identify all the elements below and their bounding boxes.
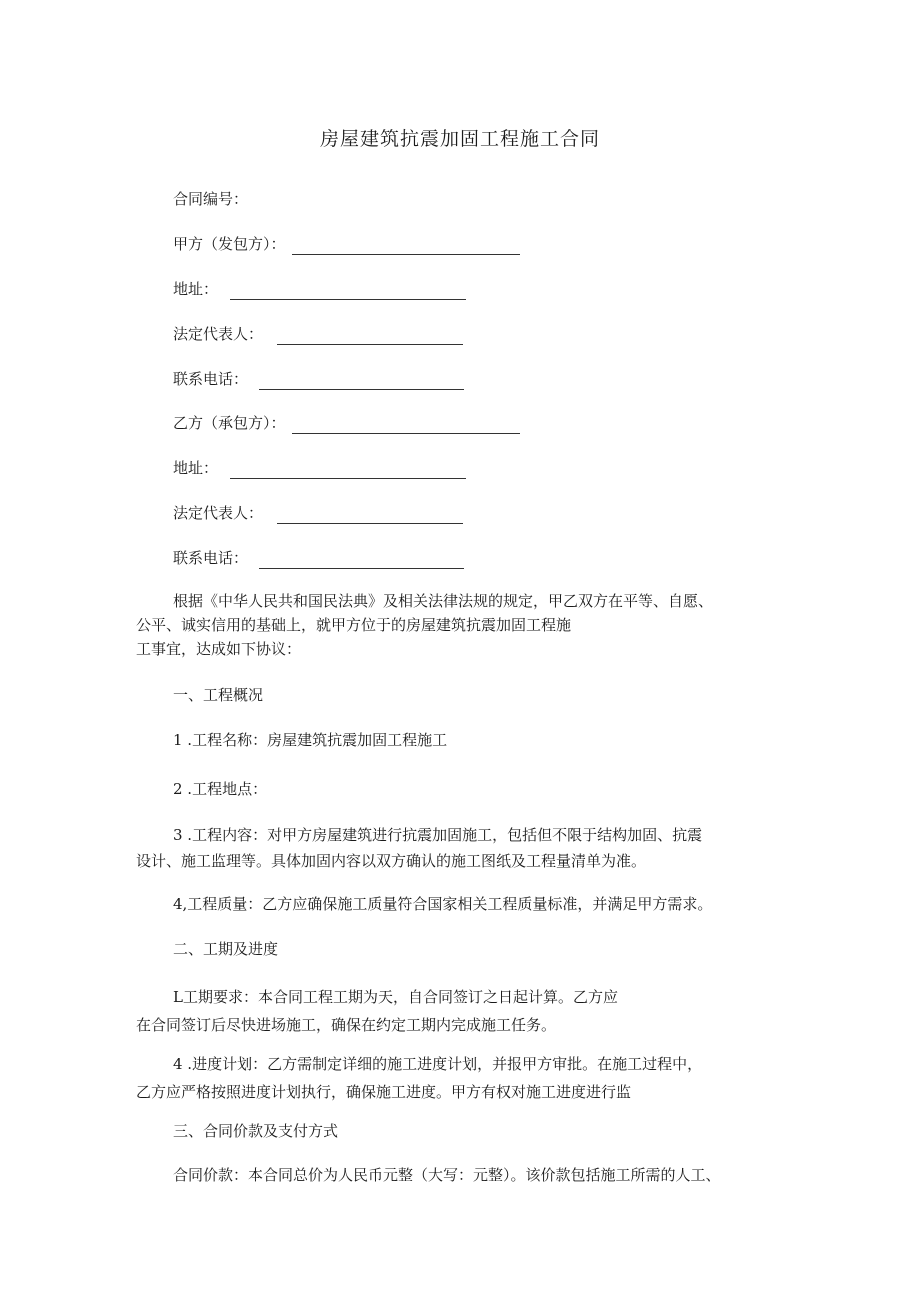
section-1-item-4: 4,工程质量：乙方应确保施工质量符合国家相关工程质量标准，并满足甲方需求。 (173, 895, 713, 913)
party-b-rep-field (173, 502, 463, 524)
paragraph-line: 乙方应严格按照进度计划执行，确保施工进度。甲方有权对施工进度进行监 (136, 1083, 632, 1101)
party-a-blank (292, 238, 520, 255)
party-a-address-blank (230, 283, 466, 300)
party-a-phone-label: 联系电话： (173, 370, 249, 388)
party-b-address-field (173, 457, 466, 479)
party-a-rep-label: 法定代表人： (173, 325, 264, 343)
paragraph-line: L工期要求：本合同工程工期为天，自合同签订之日起计算。乙方应 (173, 988, 618, 1006)
party-b-label: 乙方（承包方）： (173, 414, 286, 432)
section-1-heading: 一、工程概况 (173, 686, 264, 704)
section-3-heading: 三、合同价款及支付方式 (173, 1122, 339, 1140)
party-a-rep-field (173, 323, 463, 345)
party-a-phone-blank (259, 373, 464, 390)
section-2-item-1 (136, 983, 618, 1039)
party-a-label: 甲方（发包方）： (173, 235, 286, 253)
party-b-field (173, 412, 520, 434)
party-b-blank (292, 417, 520, 434)
section-1-item-1: 1 .工程名称：房屋建筑抗震加固工程施工 (173, 731, 448, 749)
intro-line: 根据《中华人民共和国民法典》及相关法律法规的规定，甲乙双方在平等、自愿、 (173, 592, 714, 610)
intro-paragraph (136, 589, 713, 661)
paragraph-line: 4 .进度计划：乙方需制定详细的施工进度计划，并报甲方审批。在施工过程中， (173, 1055, 703, 1073)
contract-number-label: 合同编号： (173, 190, 249, 208)
section-2-heading: 二、工期及进度 (173, 940, 279, 958)
paragraph-line: 在合同签订后尽快进场施工，确保在约定工期内完成施工任务。 (136, 1016, 557, 1034)
document-title: 房屋建筑抗震加固工程施工合同 (319, 128, 600, 150)
section-3-item-1: 合同价款：本合同总价为人民币元整（大写：元整）。该价款包括施工所需的人工、 (173, 1166, 721, 1184)
paragraph-line: 设计、施工监理等。具体加固内容以双方确认的施工图纸及工程量清单为准。 (136, 852, 647, 870)
party-b-rep-label: 法定代表人： (173, 504, 264, 522)
party-a-address-label: 地址： (173, 280, 219, 298)
section-1-item-3 (136, 822, 702, 874)
intro-line: 工事宜，达成如下协议： (136, 640, 302, 658)
party-a-rep-blank (277, 328, 463, 345)
party-b-phone-field (173, 547, 464, 569)
party-b-address-label: 地址： (173, 459, 219, 477)
party-b-phone-blank (259, 552, 464, 569)
party-a-address-field (173, 278, 466, 300)
paragraph-line: 3 .工程内容：对甲方房屋建筑进行抗震加固施工，包括但不限于结构加固、抗震 (173, 826, 703, 844)
party-a-phone-field (173, 368, 464, 390)
party-a-field (173, 233, 520, 255)
section-2-item-2 (136, 1050, 702, 1106)
intro-line: 公平、诚实信用的基础上，就甲方位于的房屋建筑抗震加固工程施 (136, 616, 572, 634)
party-b-address-blank (230, 462, 466, 479)
section-1-item-2: 2 .工程地点： (173, 780, 268, 798)
party-b-phone-label: 联系电话： (173, 549, 249, 567)
party-b-rep-blank (277, 507, 463, 524)
